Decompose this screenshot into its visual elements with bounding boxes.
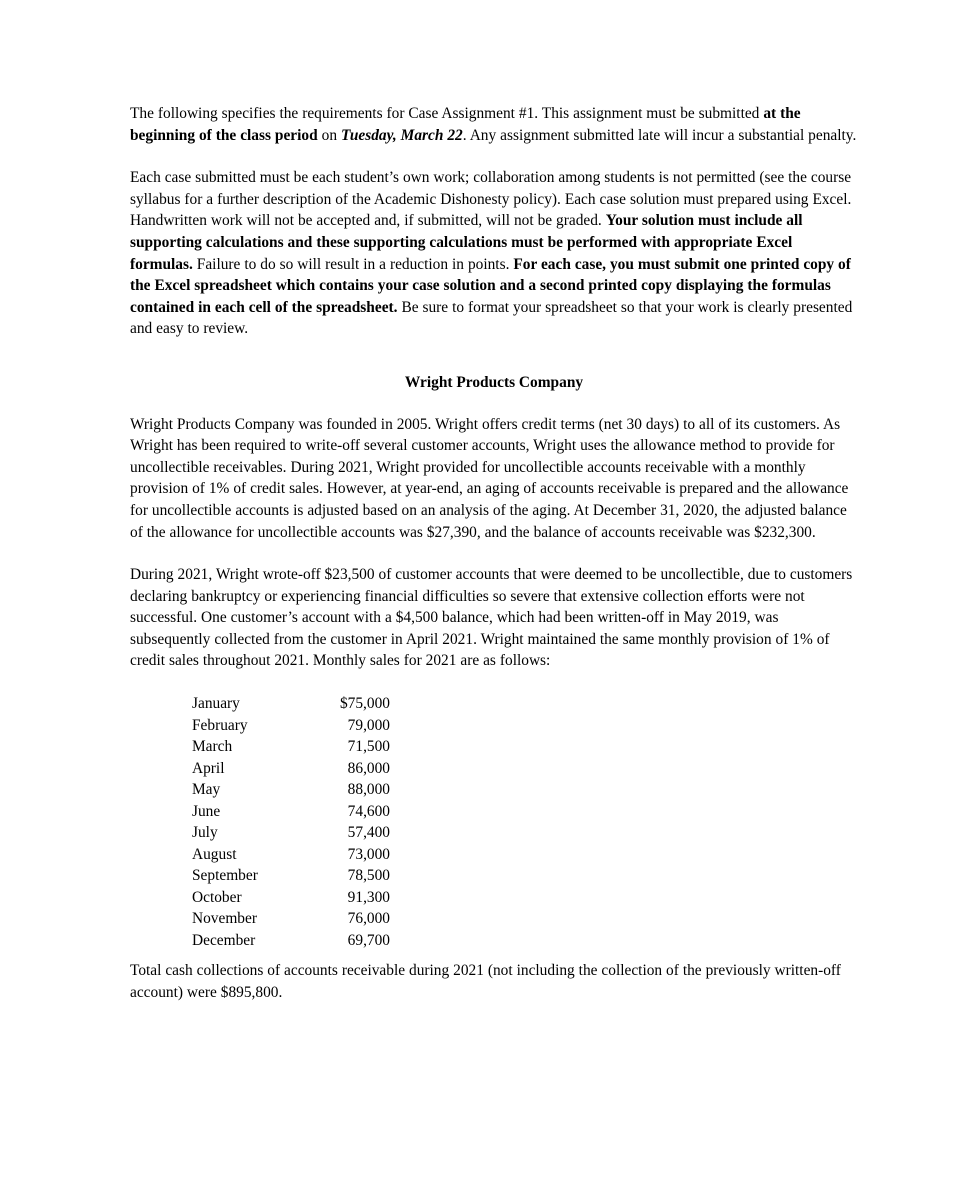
- table-row: [192, 908, 390, 930]
- table-row: [192, 693, 390, 715]
- policy-bold-supporting-calculations: Your solution must include all supporting calculations and these supporting calculations must be performed with appropriate Excel formulas.: [130, 212, 803, 273]
- sales-month-amount: 74,600: [347, 802, 390, 820]
- sales-month-label: March: [192, 738, 233, 756]
- intro-text-part2: on: [317, 126, 341, 144]
- table-row: [192, 736, 390, 758]
- sales-month-amount: 88,000: [347, 781, 390, 799]
- intro-text-part3: . Any assignment submitted late will incur a substantial penalty.: [462, 126, 857, 144]
- sales-month-amount: 91,300: [347, 888, 390, 906]
- sales-month-amount: 73,000: [347, 845, 390, 863]
- table-row: [192, 715, 390, 737]
- policy-text-part1: Each case submitted must be each student’s own work; collaboration among students is not permitted (see the course syllabus for a further description of the Academic Dishonesty policy). Each case solution must prepared using Excel. Handwritten work will not be accepted and, if submitted, will not be graded.: [130, 169, 852, 230]
- intro-bold-class-period: at the beginning of the class period: [130, 105, 801, 144]
- paragraph-assignment-intro: [130, 103, 858, 146]
- sales-month-label: February: [192, 716, 248, 734]
- sales-month-label: May: [192, 781, 221, 799]
- table-row: [192, 779, 390, 801]
- table-row: [192, 844, 390, 866]
- policy-text-part3: Be sure to format your spreadsheet so that your work is clearly presented and easy to review.: [130, 298, 853, 338]
- sales-month-label: November: [192, 910, 257, 928]
- sales-month-label: September: [192, 867, 258, 885]
- table-row: [192, 865, 390, 887]
- table-row: [192, 822, 390, 844]
- paragraph-company-background: Wright Products Company was founded in 2005. Wright offers credit terms (net 30 days) to all of its customers. As Wright has been required to write-off several customer accounts, Wright uses the allowance method to provide for uncollectible receivables. During 2021, Wright provided for uncollectible accounts receivable with a monthly provision of 1% of credit sales. However, at year-end, an aging of accounts receivable is prepared and the allowance for uncollectible accounts is adjusted based on an analysis of the aging. At December 31, 2020, the adjusted balance of the allowance for uncollectible accounts was $27,390, and the balance of accounts receivable was $232,300.: [130, 415, 849, 541]
- sales-month-amount: 57,400: [347, 824, 390, 842]
- sales-month-amount: 79,000: [347, 716, 390, 734]
- sales-month-label: December: [192, 931, 256, 949]
- sales-month-label: January: [192, 695, 240, 713]
- sales-month-amount: 76,000: [347, 910, 390, 928]
- sales-month-label: August: [192, 845, 237, 863]
- intro-text-part1: The following specifies the requirements for Case Assignment #1. This assignment must be submitted: [130, 105, 764, 122]
- table-row: [192, 887, 390, 909]
- monthly-sales-table: [192, 693, 390, 951]
- sales-month-amount: 78,500: [347, 867, 390, 885]
- paragraph-academic-policy: [130, 167, 858, 340]
- table-row: [192, 758, 390, 780]
- sales-month-amount: 86,000: [347, 759, 390, 777]
- document-body: [130, 103, 858, 1003]
- sales-month-label: June: [192, 802, 221, 820]
- paragraph-writeoffs: During 2021, Wright wrote-off $23,500 of customer accounts that were deemed to be uncollectible, due to customers declaring bankruptcy or experiencing financial difficulties so severe that extensive collection efforts were not successful. One customer’s account with a $4,500 balance, which had been written-off in May 2019, was subsequently collected from the customer in April 2021. Wright maintained the same monthly provision of 1% of credit sales throughout 2021. Monthly sales for 2021 are as follows:: [130, 566, 853, 670]
- sales-month-amount: 69,700: [347, 931, 390, 949]
- sales-month-amount: $75,000: [339, 695, 390, 713]
- sales-month-label: October: [192, 888, 242, 906]
- paragraph-cash-collections: Total cash collections of accounts receivable during 2021 (not including the collection of the previously written-off account) were $895,800.: [130, 962, 841, 1001]
- intro-bolditalic-due-date: Tuesday, March 22: [340, 126, 463, 144]
- monthly-sales-body: [192, 693, 390, 951]
- table-row: [192, 801, 390, 823]
- sales-month-amount: 71,500: [347, 738, 390, 756]
- section-heading-company: Wright Products Company: [404, 373, 584, 391]
- policy-bold-printed-copies: For each case, you must submit one printed copy of the Excel spreadsheet which contains your case solution and a second printed copy displaying the formulas contained in each cell of the spreadsheet.: [130, 255, 851, 316]
- sales-month-label: April: [192, 759, 225, 777]
- heading-spacer: [130, 361, 858, 372]
- policy-text-part2: Failure to do so will result in a reduction in points.: [192, 255, 514, 273]
- table-row: [192, 930, 390, 952]
- sales-month-label: July: [192, 824, 218, 842]
